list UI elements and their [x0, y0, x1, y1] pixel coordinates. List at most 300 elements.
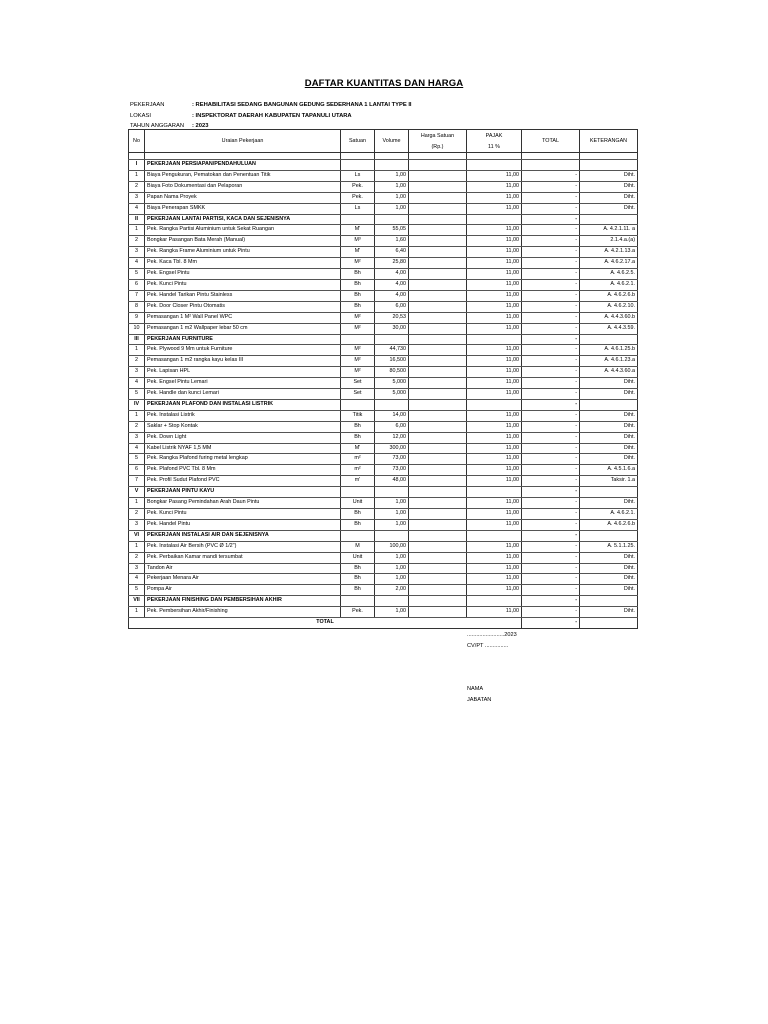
cell-ket: Diht.	[580, 378, 638, 389]
cell-total: -	[522, 301, 580, 312]
cell-vol	[375, 153, 409, 160]
cell-no: 1	[129, 225, 145, 236]
cell-pajak	[467, 399, 522, 410]
header-volume: Volume	[375, 130, 409, 153]
cell-vol: 1,00	[375, 203, 409, 214]
cell-desc: Bongkar Pasangan Bata Merah (Manual)	[145, 236, 341, 247]
cell-sat: M'	[341, 443, 375, 454]
cell-no: I	[129, 160, 145, 171]
cell-ket: A. 4.2.1.13.a	[580, 247, 638, 258]
cell-harga	[409, 269, 467, 280]
section-row	[129, 596, 638, 607]
cell-pajak: 11,00	[467, 356, 522, 367]
table-row	[129, 290, 638, 301]
header-pajak: PAJAK	[467, 130, 522, 142]
cell-total: -	[522, 465, 580, 476]
table-row	[129, 498, 638, 509]
cell-ket	[580, 214, 638, 225]
cell-desc: Pek. Kunci Pintu	[145, 509, 341, 520]
cell-sat	[341, 334, 375, 345]
cell-sat: Titik	[341, 410, 375, 421]
table-row	[129, 367, 638, 378]
cell-pajak: 11,00	[467, 552, 522, 563]
cell-ket: Diht.	[580, 454, 638, 465]
cell-harga	[409, 607, 467, 618]
cell-desc: Pek. Plywood 9 Mm untuk Furniture	[145, 345, 341, 356]
cell-total: -	[522, 454, 580, 465]
cell-total: -	[522, 421, 580, 432]
cell-harga	[409, 323, 467, 334]
cell-harga	[409, 356, 467, 367]
cell-desc: PEKERJAAN INSTALASI AIR DAN SEJENISNYA	[145, 530, 341, 541]
cell-no: 3	[129, 247, 145, 258]
table-row	[129, 465, 638, 476]
cell-pajak	[467, 487, 522, 498]
cell-harga	[409, 421, 467, 432]
cell-ket: A. 4.6.2.1.	[580, 279, 638, 290]
cell-no: 5	[129, 269, 145, 280]
cell-harga	[409, 476, 467, 487]
table-row	[129, 541, 638, 552]
cell-ket: Diht.	[580, 432, 638, 443]
table-row	[129, 247, 638, 258]
cell-pajak	[467, 596, 522, 607]
meta-label: TAHUN ANGGARAN	[130, 123, 185, 129]
cell-ket: Diht.	[580, 181, 638, 192]
cell-ket: A. 4.6.2.6.b	[580, 290, 638, 301]
cell-pajak: 11,00	[467, 258, 522, 269]
cell-harga	[409, 153, 467, 160]
cell-ket	[580, 530, 638, 541]
table-row	[129, 301, 638, 312]
cell-ket: Diht.	[580, 607, 638, 618]
cell-desc: Biaya Pengukuran, Pematokan dan Penentuan Titik	[145, 170, 341, 181]
cell-total: -	[522, 203, 580, 214]
cell-total: -	[522, 519, 580, 530]
table-row	[129, 389, 638, 400]
table-row	[129, 519, 638, 530]
cell-ket	[580, 153, 638, 160]
cell-vol: 4,00	[375, 269, 409, 280]
cell-harga	[409, 519, 467, 530]
cell-desc: Pek. Rangka Frame Aluminium untuk Pintu	[145, 247, 341, 258]
meta-row-lokasi	[130, 111, 412, 122]
cell-sat: M'	[341, 225, 375, 236]
meta-value: : INSPEKTORAT DAERAH KABUPATEN TAPANULI UTARA	[192, 112, 352, 119]
header-uraian: Uraian Pekerjaan	[145, 130, 341, 153]
table-row	[129, 607, 638, 618]
cell-no: 3	[129, 563, 145, 574]
cell-no: 10	[129, 323, 145, 334]
cell-no: 8	[129, 301, 145, 312]
cell-ket: A. 4.4.3.60.b	[580, 312, 638, 323]
cell-total: -	[522, 225, 580, 236]
cell-pajak: 11,00	[467, 345, 522, 356]
project-meta	[130, 100, 412, 132]
cell-pajak: 11,00	[467, 301, 522, 312]
cell-vol: 1,00	[375, 170, 409, 181]
cell-harga	[409, 563, 467, 574]
cell-harga	[409, 552, 467, 563]
cell-desc: PEKERJAAN PLAFOND DAN INSTALASI LISTRIK	[145, 399, 341, 410]
cell-vol: 5,000	[375, 378, 409, 389]
quantity-price-table	[128, 129, 638, 629]
cell-ket: A. 4.6.2.6.b	[580, 519, 638, 530]
cell-pajak: 11,00	[467, 421, 522, 432]
cell-pajak: 11,00	[467, 574, 522, 585]
cell-ket: Diht.	[580, 389, 638, 400]
cell-sat: Ls	[341, 203, 375, 214]
cell-total: -	[522, 552, 580, 563]
cell-pajak	[467, 214, 522, 225]
cell-desc: PEKERJAAN FURNITURE	[145, 334, 341, 345]
cell-ket: Diht.	[580, 421, 638, 432]
cell-sat: Pek.	[341, 607, 375, 618]
cell-vol: 4,00	[375, 279, 409, 290]
cell-ket	[580, 596, 638, 607]
cell-vol: 300,00	[375, 443, 409, 454]
cell-sat: Bh	[341, 421, 375, 432]
cell-harga	[409, 465, 467, 476]
cell-pajak: 11,00	[467, 203, 522, 214]
cell-harga	[409, 236, 467, 247]
total-ket	[580, 618, 638, 629]
cell-pajak: 11,00	[467, 410, 522, 421]
cell-total: -	[522, 236, 580, 247]
cell-vol: 80,500	[375, 367, 409, 378]
cell-sat: Bh	[341, 519, 375, 530]
cell-harga	[409, 454, 467, 465]
cell-sat: Ls	[341, 170, 375, 181]
cell-vol: 1,00	[375, 192, 409, 203]
cell-total: -	[522, 192, 580, 203]
header-harga-unit: (Rp.)	[409, 141, 467, 153]
cell-total: -	[522, 476, 580, 487]
cell-desc: Papan Nama Proyek	[145, 192, 341, 203]
cell-vol: 16,500	[375, 356, 409, 367]
cell-total: -	[522, 290, 580, 301]
cell-no: 4	[129, 258, 145, 269]
cell-pajak	[467, 160, 522, 171]
cell-total: -	[522, 498, 580, 509]
cell-ket: Taksir. 1.a	[580, 476, 638, 487]
meta-value: : 2023	[192, 123, 209, 129]
header-keterangan: KETERANGAN	[580, 130, 638, 153]
table-row	[129, 574, 638, 585]
cell-vol: 1,00	[375, 509, 409, 520]
cell-sat: Bh	[341, 585, 375, 596]
table-row	[129, 454, 638, 465]
cell-sat: M	[341, 541, 375, 552]
cell-total: -	[522, 367, 580, 378]
cell-pajak: 11,00	[467, 247, 522, 258]
cell-vol	[375, 399, 409, 410]
cell-pajak: 11,00	[467, 378, 522, 389]
cell-vol	[375, 487, 409, 498]
cell-vol: 14,00	[375, 410, 409, 421]
cell-vol: 1,00	[375, 498, 409, 509]
table-body	[129, 153, 638, 618]
cell-desc: Pek. Pembersihan Akhir/Finishing	[145, 607, 341, 618]
cell-harga	[409, 170, 467, 181]
table-row	[129, 258, 638, 269]
cell-ket: A. 4.6.2.5.	[580, 269, 638, 280]
cell-ket	[580, 399, 638, 410]
total-row	[129, 618, 638, 629]
cell-vol: 6,40	[375, 247, 409, 258]
cell-total: -	[522, 432, 580, 443]
cell-total: -	[522, 541, 580, 552]
cell-desc: Pek. Instalasi Listrik	[145, 410, 341, 421]
cell-total: -	[522, 279, 580, 290]
cell-pajak: 11,00	[467, 607, 522, 618]
cell-total	[522, 153, 580, 160]
cell-no: 6	[129, 465, 145, 476]
cell-ket: Diht.	[580, 574, 638, 585]
cell-ket: Diht.	[580, 410, 638, 421]
section-row	[129, 334, 638, 345]
table-row	[129, 323, 638, 334]
total-label: TOTAL	[129, 618, 522, 629]
header-pajak-rate: 11 %	[467, 141, 522, 153]
cell-total: -	[522, 607, 580, 618]
cell-no: 3	[129, 432, 145, 443]
cell-no: 3	[129, 519, 145, 530]
cell-total: -	[522, 509, 580, 520]
cell-ket: A. 4.6.2.1.	[580, 509, 638, 520]
cell-total: -	[522, 170, 580, 181]
section-row	[129, 214, 638, 225]
cell-desc: Pemasangan 1 M² Wall Panel WPC	[145, 312, 341, 323]
cell-vol	[375, 214, 409, 225]
table-row	[129, 421, 638, 432]
cell-vol: 1,00	[375, 552, 409, 563]
cell-desc: Pemasangan 1 m2 Wallpaper lebar 50 cm	[145, 323, 341, 334]
cell-no: 1	[129, 541, 145, 552]
cell-pajak	[467, 153, 522, 160]
cell-pajak: 11,00	[467, 279, 522, 290]
table-row	[129, 356, 638, 367]
cell-no: 3	[129, 367, 145, 378]
cell-harga	[409, 399, 467, 410]
cell-no: 1	[129, 345, 145, 356]
cell-vol: 48,00	[375, 476, 409, 487]
cell-ket: Diht.	[580, 443, 638, 454]
cell-ket	[580, 334, 638, 345]
cell-harga	[409, 389, 467, 400]
cell-harga	[409, 487, 467, 498]
table-row	[129, 410, 638, 421]
cell-no: 9	[129, 312, 145, 323]
cell-no: 4	[129, 203, 145, 214]
cell-sat: Unit	[341, 498, 375, 509]
cell-ket: A. 4.4.3.60.a	[580, 367, 638, 378]
cell-pajak: 11,00	[467, 498, 522, 509]
cell-desc: PEKERJAAN FINISHING DAN PEMBERSIHAN AKHIR	[145, 596, 341, 607]
cell-ket: A. 4.4.3.59.	[580, 323, 638, 334]
signature-company: CV/PT ...............	[467, 643, 509, 649]
cell-harga	[409, 432, 467, 443]
cell-no: 1	[129, 607, 145, 618]
cell-vol: 6,00	[375, 301, 409, 312]
cell-no: 2	[129, 356, 145, 367]
cell-no: 2	[129, 236, 145, 247]
cell-pajak: 11,00	[467, 181, 522, 192]
cell-no: II	[129, 214, 145, 225]
cell-desc: Biaya Penerapan SMKK	[145, 203, 341, 214]
cell-vol: 25,80	[375, 258, 409, 269]
cell-harga	[409, 509, 467, 520]
cell-desc: Pompa Air	[145, 585, 341, 596]
section-row	[129, 487, 638, 498]
table-row	[129, 345, 638, 356]
cell-vol: 6,00	[375, 421, 409, 432]
cell-harga	[409, 301, 467, 312]
cell-vol	[375, 334, 409, 345]
cell-harga	[409, 574, 467, 585]
cell-harga	[409, 530, 467, 541]
cell-vol: 1,00	[375, 181, 409, 192]
cell-harga	[409, 181, 467, 192]
cell-vol: 4,00	[375, 290, 409, 301]
cell-harga	[409, 585, 467, 596]
cell-pajak	[467, 530, 522, 541]
cell-sat: M²	[341, 312, 375, 323]
cell-total: -	[522, 443, 580, 454]
cell-no: III	[129, 334, 145, 345]
cell-desc: Pek. Rangka Plafond furing metal lengkap	[145, 454, 341, 465]
cell-vol: 12,00	[375, 432, 409, 443]
cell-pajak: 11,00	[467, 563, 522, 574]
cell-desc: Pek. Kunci Pintu	[145, 279, 341, 290]
cell-vol	[375, 160, 409, 171]
total-value: -	[522, 618, 580, 629]
cell-harga	[409, 258, 467, 269]
cell-pajak: 11,00	[467, 290, 522, 301]
cell-no: VII	[129, 596, 145, 607]
cell-pajak: 11,00	[467, 170, 522, 181]
cell-no: 1	[129, 410, 145, 421]
cell-total: -	[522, 585, 580, 596]
header-harga-satuan: Harga Satuan	[409, 130, 467, 142]
cell-ket: Diht.	[580, 170, 638, 181]
cell-pajak: 11,00	[467, 236, 522, 247]
meta-label: LOKASI	[130, 112, 151, 119]
cell-pajak: 11,00	[467, 323, 522, 334]
cell-total: -	[522, 389, 580, 400]
section-row	[129, 530, 638, 541]
cell-vol: 1,00	[375, 519, 409, 530]
cell-harga	[409, 345, 467, 356]
cell-no: 3	[129, 192, 145, 203]
cell-ket: Diht.	[580, 192, 638, 203]
cell-pajak: 11,00	[467, 465, 522, 476]
cell-harga	[409, 225, 467, 236]
cell-total: -	[522, 487, 580, 498]
cell-sat: M²	[341, 356, 375, 367]
cell-sat: M²	[341, 367, 375, 378]
cell-sat: Bh	[341, 509, 375, 520]
cell-total: -	[522, 563, 580, 574]
cell-sat: Bh	[341, 279, 375, 290]
cell-ket	[580, 487, 638, 498]
header-no: No	[129, 130, 145, 153]
cell-total: -	[522, 410, 580, 421]
cell-ket: Diht.	[580, 498, 638, 509]
cell-sat: Set	[341, 378, 375, 389]
cell-desc: Pemasangan 1 m2 rangka kayu kelas III	[145, 356, 341, 367]
cell-desc: Pek. Handel Pintu	[145, 519, 341, 530]
cell-vol: 1,60	[375, 236, 409, 247]
cell-ket: A. 4.6.1.25.b	[580, 345, 638, 356]
table-row	[129, 585, 638, 596]
cell-pajak: 11,00	[467, 367, 522, 378]
cell-pajak: 11,00	[467, 585, 522, 596]
cell-desc: Pekerjaan Menara Air	[145, 574, 341, 585]
cell-harga	[409, 214, 467, 225]
cell-ket: A. 4.6.1.23.a	[580, 356, 638, 367]
cell-ket: Diht.	[580, 552, 638, 563]
cell-no: 2	[129, 552, 145, 563]
table-row	[129, 312, 638, 323]
cell-sat: Set	[341, 389, 375, 400]
cell-desc: Pek. Instalasi Air Bersih (PVC Ø 1/2")	[145, 541, 341, 552]
cell-desc: Kabel Listrik NYAF 1,5 MM	[145, 443, 341, 454]
cell-vol: 1,00	[375, 574, 409, 585]
cell-no: 7	[129, 476, 145, 487]
cell-sat: m²	[341, 465, 375, 476]
cell-sat	[341, 596, 375, 607]
cell-desc	[145, 153, 341, 160]
cell-sat: M²	[341, 258, 375, 269]
cell-total: -	[522, 596, 580, 607]
cell-no: 4	[129, 443, 145, 454]
cell-desc: PEKERJAAN PINTU KAYU	[145, 487, 341, 498]
meta-value: : REHABILITASI SEDANG BANGUNAN GEDUNG SEDERHANA 1 LANTAI TYPE II	[192, 102, 412, 108]
cell-no: VI	[129, 530, 145, 541]
cell-total: -	[522, 312, 580, 323]
cell-desc: Pek. Engsel Pintu	[145, 269, 341, 280]
signature-nama: NAMA	[467, 686, 484, 692]
cell-pajak: 11,00	[467, 192, 522, 203]
cell-total: -	[522, 334, 580, 345]
cell-sat	[341, 399, 375, 410]
cell-ket: Diht.	[580, 563, 638, 574]
cell-total: -	[522, 399, 580, 410]
table-row	[129, 236, 638, 247]
cell-pajak	[467, 334, 522, 345]
cell-sat: Unit	[341, 552, 375, 563]
cell-harga	[409, 378, 467, 389]
table-row	[129, 378, 638, 389]
cell-pajak: 11,00	[467, 519, 522, 530]
cell-no: 2	[129, 421, 145, 432]
cell-desc: Tandon Air	[145, 563, 341, 574]
cell-sat: m'	[341, 476, 375, 487]
table-row	[129, 225, 638, 236]
table-row	[129, 192, 638, 203]
cell-desc: Pek. Handle dan kunci Lemari	[145, 389, 341, 400]
cell-desc: Pek. Engsel Pintu Lemari	[145, 378, 341, 389]
cell-pajak: 11,00	[467, 269, 522, 280]
cell-sat: M³	[341, 236, 375, 247]
cell-ket: A. 4.5.1.6.a	[580, 465, 638, 476]
cell-no: 4	[129, 574, 145, 585]
cell-total: -	[522, 530, 580, 541]
cell-total: -	[522, 574, 580, 585]
cell-vol: 2,00	[375, 585, 409, 596]
cell-desc: Pek. Down Light	[145, 432, 341, 443]
